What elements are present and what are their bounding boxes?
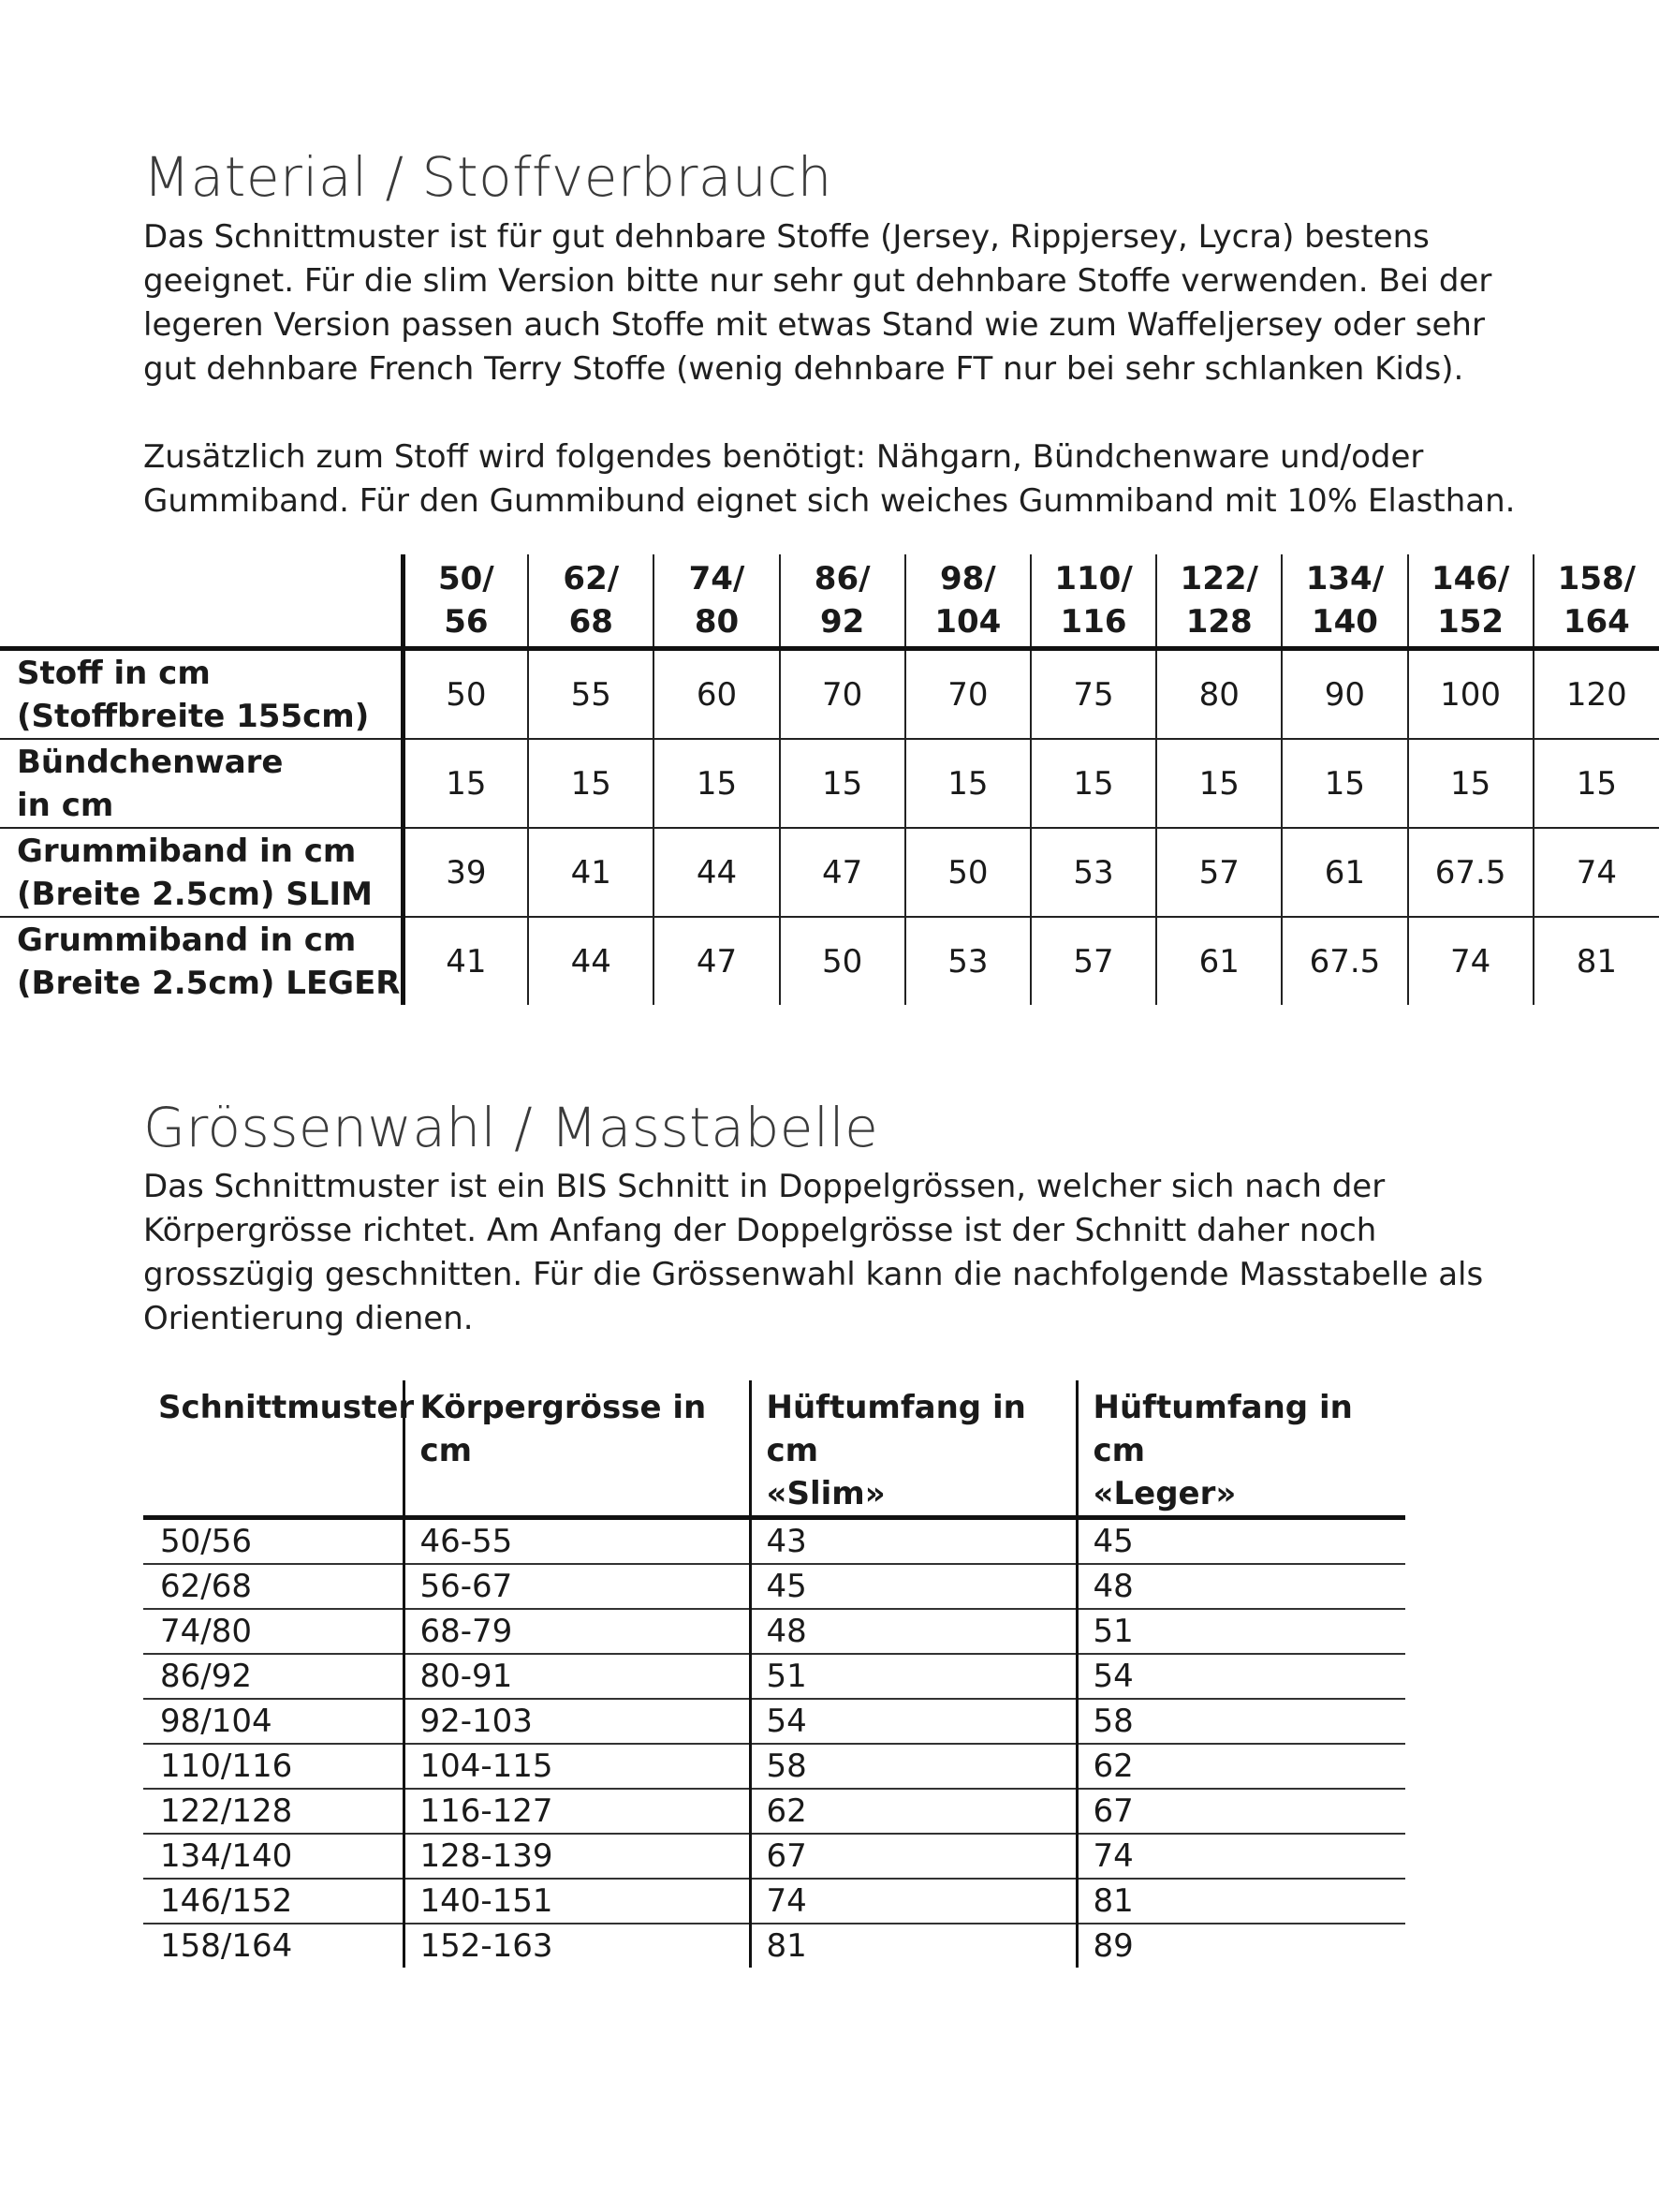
size-header-row	[0, 554, 1659, 649]
table-cell: 62/68	[143, 1564, 404, 1609]
size-label: 140	[1311, 603, 1378, 641]
table-row	[143, 1654, 1405, 1699]
size-paragraph: Das Schnittmuster ist ein BIS Schnitt in Doppelgrössen, welcher sich nach der Körpergrösse richtet. Am Anfang der Doppelgrösse ist der Schnitt daher noch grosszügig geschnitten. Für die Grössenwahl kann die nachfolgende Masstabelle als Orientierung dienen.	[143, 1168, 1484, 1337]
table-cell: 104-115	[404, 1744, 750, 1789]
table-cell: 98/104	[143, 1699, 404, 1744]
size-label: 122/	[1180, 560, 1258, 597]
size-label: 68	[568, 603, 613, 641]
table-cell: 62	[750, 1789, 1077, 1834]
table-cell: 57	[1031, 917, 1156, 1005]
table-cell: 58	[1077, 1699, 1405, 1744]
table-cell: 15	[1156, 739, 1282, 828]
table-cell: 45	[1077, 1518, 1405, 1565]
size-label: 146/	[1431, 560, 1510, 597]
table-row	[143, 1564, 1405, 1609]
row-label	[0, 828, 403, 917]
size-label: 158/	[1557, 560, 1637, 597]
table-cell: 75	[1031, 649, 1156, 740]
table-cell: 15	[1534, 739, 1659, 828]
size-header	[1534, 554, 1659, 649]
column-header	[404, 1380, 750, 1518]
section-heading-size: Grössenwahl / Masstabelle	[143, 1096, 879, 1159]
table-cell: 70	[905, 649, 1031, 740]
size-label: 74/	[688, 560, 745, 597]
table-row	[0, 917, 1659, 1005]
table-cell: 15	[780, 739, 905, 828]
table-row	[143, 1609, 1405, 1654]
table-cell: 90	[1282, 649, 1407, 740]
table-cell: 100	[1408, 649, 1534, 740]
table-cell: 62	[1077, 1744, 1405, 1789]
column-header-line: Schnittmuster	[158, 1389, 415, 1426]
row-label-line: in cm	[17, 786, 114, 824]
row-label-line: Stoff in cm	[17, 654, 211, 692]
material-paragraph: Das Schnittmuster ist für gut dehnbare Stoffe (Jersey, Rippjersey, Lycra) bestens geeignet. Für die slim Version bitte nur sehr gut dehnbare Stoffe verwenden. Bei der legeren Version passen auch Stoffe mit etwas Stand wie zum Waffeljersey oder sehr gut dehnbare French Terry Stoffe (wenig dehnbare FT nur bei sehr schlanken Kids).	[143, 218, 1492, 388]
size-header	[403, 554, 528, 649]
table-cell: 47	[780, 828, 905, 917]
supplies-paragraph: Zusätzlich zum Stoff wird folgendes benötigt: Nähgarn, Bündchenware und/oder Gummiband. Für den Gummibund eignet sich weiches Gummiband mit 10% Elasthan.	[143, 438, 1516, 520]
column-header	[1077, 1380, 1405, 1518]
table-cell: 61	[1282, 828, 1407, 917]
table-cell: 15	[1282, 739, 1407, 828]
table-cell: 110/116	[143, 1744, 404, 1789]
table-cell: 146/152	[143, 1879, 404, 1924]
size-label: 80	[694, 603, 740, 641]
column-header	[143, 1380, 415, 1518]
table-cell: 15	[905, 739, 1031, 828]
column-header-line: Hüftumfang in cm	[1093, 1389, 1353, 1469]
size-text	[143, 1165, 1548, 1341]
table-cell: 152-163	[404, 1924, 750, 1968]
table-cell: 80	[1156, 649, 1282, 740]
table-cell: 41	[528, 828, 653, 917]
table-cell: 67.5	[1282, 917, 1407, 1005]
table-cell: 44	[653, 828, 779, 917]
column-header-line: «Leger»	[1093, 1475, 1237, 1512]
table-cell: 74	[1077, 1834, 1405, 1879]
size-header	[905, 554, 1031, 649]
table-cell: 54	[1077, 1654, 1405, 1699]
size-header	[1408, 554, 1534, 649]
size-header	[780, 554, 905, 649]
size-label: 128	[1185, 603, 1253, 641]
table-cell: 15	[1408, 739, 1534, 828]
table-cell: 81	[1534, 917, 1659, 1005]
size-label: 164	[1563, 603, 1630, 641]
table-cell: 41	[403, 917, 528, 1005]
fabric-consumption-table	[0, 554, 1659, 1005]
size-chart-header-row	[143, 1380, 1405, 1518]
table-row	[143, 1879, 1405, 1924]
table-cell: 67.5	[1408, 828, 1534, 917]
table-cell: 61	[1156, 917, 1282, 1005]
row-label-line: Bündchenware	[17, 743, 284, 781]
row-label-line: Grummiband in cm	[17, 832, 357, 870]
table-cell: 53	[905, 917, 1031, 1005]
size-label: 86/	[814, 560, 871, 597]
table-cell: 120	[1534, 649, 1659, 740]
size-label: 134/	[1305, 560, 1385, 597]
table-cell: 15	[1031, 739, 1156, 828]
table-cell: 92-103	[404, 1699, 750, 1744]
table-cell: 67	[750, 1834, 1077, 1879]
size-header	[653, 554, 779, 649]
table-cell: 134/140	[143, 1834, 404, 1879]
table-row	[0, 739, 1659, 828]
size-header	[1031, 554, 1156, 649]
table-cell: 74	[750, 1879, 1077, 1924]
table-cell: 67	[1077, 1789, 1405, 1834]
column-header-line: «Slim»	[766, 1475, 886, 1512]
size-label: 116	[1060, 603, 1127, 641]
column-header	[750, 1380, 1077, 1518]
table-cell: 58	[750, 1744, 1077, 1789]
table-cell: 56-67	[404, 1564, 750, 1609]
table-cell: 15	[528, 739, 653, 828]
table-cell: 15	[403, 739, 528, 828]
table-cell: 46-55	[404, 1518, 750, 1565]
row-label	[0, 917, 403, 1005]
table-cell: 158/164	[160, 1927, 293, 1965]
table-cell: 45	[750, 1564, 1077, 1609]
table-cell: 70	[780, 649, 905, 740]
row-label-line: (Stoffbreite 155cm)	[17, 697, 370, 735]
table-row	[0, 828, 1659, 917]
table-row	[143, 1789, 1405, 1834]
table-corner	[0, 554, 403, 649]
size-header	[528, 554, 653, 649]
size-label: 110/	[1054, 560, 1133, 597]
table-cell: 74	[1534, 828, 1659, 917]
table-cell: 39	[403, 828, 528, 917]
table-cell: 128-139	[404, 1834, 750, 1879]
table-cell: 43	[750, 1518, 1077, 1565]
table-cell: 15	[653, 739, 779, 828]
table-cell: 48	[750, 1609, 1077, 1654]
table-row	[143, 1699, 1405, 1744]
table-cell: 60	[653, 649, 779, 740]
table-cell: 47	[653, 917, 779, 1005]
size-label: 50/	[437, 560, 494, 597]
material-text	[143, 215, 1548, 524]
table-cell: 122/128	[143, 1789, 404, 1834]
section-heading-material: Material / Stoffverbrauch	[143, 145, 832, 209]
table-row	[143, 1518, 1405, 1565]
table-row	[0, 649, 1659, 740]
table-cell: 74	[1408, 917, 1534, 1005]
table-cell: 116-127	[404, 1789, 750, 1834]
table-cell: 81	[1077, 1879, 1405, 1924]
size-header	[1156, 554, 1282, 649]
table-cell: 74/80	[143, 1609, 404, 1654]
row-label-line: (Breite 2.5cm) SLIM	[17, 875, 373, 913]
table-row	[143, 1744, 1405, 1789]
size-chart-table	[143, 1380, 1405, 1968]
table-cell: 140-151	[404, 1879, 750, 1924]
size-header	[1282, 554, 1407, 649]
table-cell: 50/56	[143, 1518, 404, 1565]
table-row	[143, 1924, 1405, 1968]
row-label	[0, 739, 403, 828]
table-cell: 57	[1156, 828, 1282, 917]
table-cell: 68-79	[404, 1609, 750, 1654]
size-label: 56	[444, 603, 489, 641]
table-cell: 55	[528, 649, 653, 740]
table-row	[143, 1834, 1405, 1879]
table-cell: 51	[1077, 1609, 1405, 1654]
column-header-line: Hüftumfang in cm	[766, 1389, 1026, 1469]
table-cell: 44	[528, 917, 653, 1005]
size-label: 62/	[563, 560, 620, 597]
table-cell: 50	[403, 649, 528, 740]
row-label-line: (Breite 2.5cm) LEGER	[17, 964, 401, 1002]
size-label: 104	[934, 603, 1002, 641]
table-cell: 53	[1031, 828, 1156, 917]
table-cell: 80-91	[404, 1654, 750, 1699]
table-cell: 48	[1077, 1564, 1405, 1609]
row-label-line: Grummiband in cm	[17, 921, 357, 959]
column-header-line: Körpergrösse in cm	[419, 1389, 707, 1469]
row-label	[0, 649, 403, 740]
table-cell: 50	[780, 917, 905, 1005]
table-cell: 54	[750, 1699, 1077, 1744]
size-label: 152	[1437, 603, 1505, 641]
table-cell: 86/92	[143, 1654, 404, 1699]
size-label: 92	[820, 603, 865, 641]
table-cell: 89	[1077, 1924, 1405, 1968]
table-cell: 81	[750, 1924, 1077, 1968]
table-cell: 51	[750, 1654, 1077, 1699]
table-cell: 50	[905, 828, 1031, 917]
size-label: 98/	[939, 560, 996, 597]
